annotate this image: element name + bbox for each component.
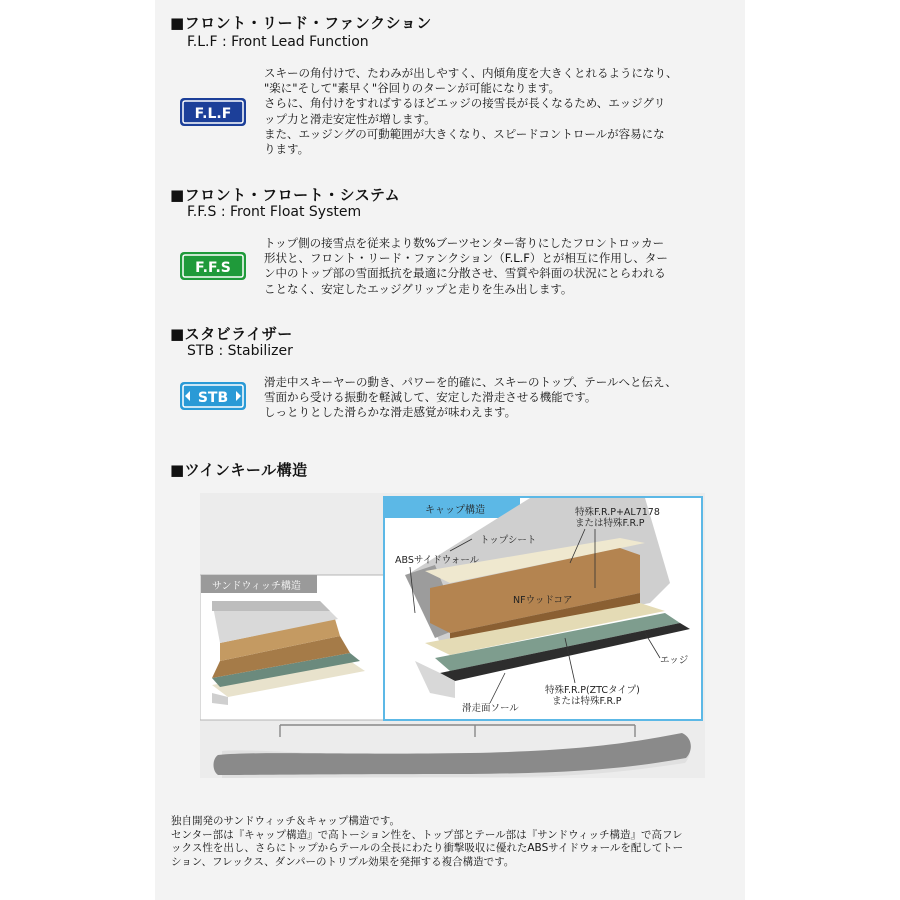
flf-line: ります。 <box>264 142 310 157</box>
bottom-line: センター部は『キャップ構造』で高トーション性を、トップ部とテール部は『サンドウィッチ構造』で高フレ <box>171 828 683 841</box>
cap-label: キャップ構造 <box>425 505 485 516</box>
stb-description <box>264 375 734 421</box>
ffs-line: ことなく、安定したエッジグリップと走りを生み出します。 <box>264 281 573 296</box>
ffs-description <box>264 236 734 297</box>
stb-title: ■スタビライザー <box>170 325 293 343</box>
stb-badge-icon <box>179 381 247 411</box>
cap-structure-illustration <box>384 497 702 720</box>
bottom-line: ックス性を出し、さらにトップからテールの全長にわたり衝撃吸収に優れたABSサイドウォールを配してトー <box>171 842 684 854</box>
structure-description <box>171 815 741 869</box>
flf-line: スキーの角付けで、たわみが出しやすく、内傾角度を大きくとれるようになり、 <box>264 66 678 80</box>
ffs-badge-icon <box>179 251 247 281</box>
abs-wall-label: ABSサイドウォール <box>395 555 480 566</box>
ffs-title: ■フロント・フロート・システム <box>170 186 401 204</box>
flf-line: また、エッジングの可動範囲が大きくなり、スピードコントロールが容易にな <box>264 126 665 141</box>
flf-line: ップ力と滑走安定性が増します。 <box>264 111 436 126</box>
stb-line: しっとりとした滑らかな滑走感覚が味わえます。 <box>264 405 517 420</box>
bottom-line: 独自開発のサンドウィッチ＆キャップ構造です。 <box>171 815 401 827</box>
flf-line: "楽に"そして"素早く"谷回りのターンが可能になります。 <box>264 81 561 96</box>
twin-keel-diagram <box>200 493 705 778</box>
twin-keel-title: ■ツインキール構造 <box>170 461 308 479</box>
bottom-line: ション、フレックス、ダンパーのトリプル効果を発揮する複合構造です。 <box>171 855 515 868</box>
sandwich-label: サンドウィッチ構造 <box>212 581 301 592</box>
flf-description <box>264 66 734 157</box>
ffs-line: トップ側の接雪点を従来より数%ブーツセンター寄りにしたフロントロッカー <box>264 236 665 250</box>
frp-bottom-label-1: 特殊F.R.P(ZTCタイプ) <box>545 685 640 696</box>
top-sheet-label: トップシート <box>480 535 537 546</box>
ffs-subtitle: F.F.S : Front Float System <box>187 204 362 220</box>
svg-text:STB: STB <box>197 390 229 406</box>
frp-top-label-2: または特殊F.R.P <box>575 518 645 529</box>
svg-text:F.L.F: F.L.F <box>194 106 232 122</box>
flf-badge-icon <box>179 97 247 127</box>
base-label: 滑走面ソール <box>462 703 519 714</box>
flf-title: ■フロント・リード・ファンクション <box>170 14 432 32</box>
wood-core-label: NFウッドコア <box>513 595 573 606</box>
flf-subtitle: F.L.F : Front Lead Function <box>187 34 369 50</box>
sandwich-structure-illustration <box>200 575 385 720</box>
flf-line: さらに、角付けをすればするほどエッジの接雪長が長くなるため、エッジグリ <box>264 96 666 111</box>
stb-subtitle: STB : Stabilizer <box>187 343 293 359</box>
svg-text:F.F.S: F.F.S <box>195 260 231 276</box>
edge-label: エッジ <box>660 655 689 666</box>
stb-line: 雪面から受ける振動を軽減して、安定した滑走させる機能です。 <box>264 390 597 405</box>
frp-bottom-label-2: または特殊F.R.P <box>552 696 622 707</box>
frp-top-label-1: 特殊F.R.P+AL7178 <box>575 507 660 518</box>
ffs-line: ン中のトップ部の雪面抵抗を最適に分散させ、雪質や斜面の状況にとらわれる <box>264 266 666 281</box>
stb-line: 滑走中スキーヤーの動き、パワーを的確に、スキーのトップ、テールへと伝え、 <box>264 375 677 389</box>
ffs-line: 形状と、フロント・リード・ファンクション（F.L.F）とが相互に作用し、ター <box>264 251 668 266</box>
